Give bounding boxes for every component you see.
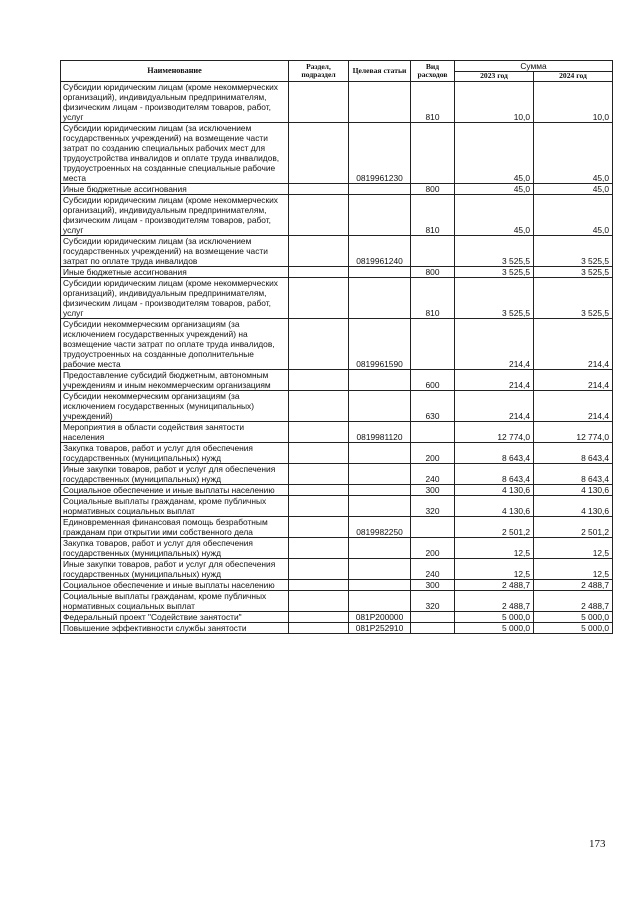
cell-2024: 5 000,0 bbox=[534, 623, 613, 634]
cell-2024: 3 525,5 bbox=[534, 278, 613, 319]
cell-name: Иные бюджетные ассигнования bbox=[61, 184, 289, 195]
cell-section bbox=[289, 464, 349, 485]
cell-type: 320 bbox=[411, 591, 455, 612]
table-row bbox=[61, 278, 613, 319]
cell-name: Предоставление субсидий бюджетным, автономным учреждениям и иным некоммерческим организациям bbox=[61, 370, 289, 391]
cell-name: Субсидии некоммерческим организациям (за исключением государственных учреждений) на возмещение части затрат по оплате труда инвалидов, трудоустроенных на созданные дополнительные рабочие места bbox=[61, 319, 289, 370]
cell-name: Субсидии юридическим лицам (кроме некоммерческих организаций), индивидуальным предпринимателям, физическим лицам - производителям товаров, работ, услуг bbox=[61, 278, 289, 319]
cell-section bbox=[289, 195, 349, 236]
table-row bbox=[61, 485, 613, 496]
cell-section bbox=[289, 496, 349, 517]
table-row bbox=[61, 195, 613, 236]
cell-2024: 45,0 bbox=[534, 195, 613, 236]
cell-name: Иные закупки товаров, работ и услуг для обеспечения государственных (муниципальных) нужд bbox=[61, 464, 289, 485]
cell-type bbox=[411, 123, 455, 184]
cell-2023: 45,0 bbox=[455, 184, 534, 195]
table-row bbox=[61, 319, 613, 370]
cell-target: 081P252910 bbox=[349, 623, 411, 634]
cell-2023: 3 525,5 bbox=[455, 236, 534, 267]
cell-section bbox=[289, 623, 349, 634]
cell-2023: 8 643,4 bbox=[455, 443, 534, 464]
cell-2024: 2 488,7 bbox=[534, 580, 613, 591]
table-body bbox=[61, 82, 613, 634]
cell-2024: 8 643,4 bbox=[534, 443, 613, 464]
cell-2023: 12 774,0 bbox=[455, 422, 534, 443]
cell-2024: 214,4 bbox=[534, 391, 613, 422]
cell-target bbox=[349, 443, 411, 464]
cell-2023: 4 130,6 bbox=[455, 485, 534, 496]
cell-type: 810 bbox=[411, 195, 455, 236]
cell-type: 800 bbox=[411, 184, 455, 195]
cell-section bbox=[289, 123, 349, 184]
cell-name: Социальное обеспечение и иные выплаты населению bbox=[61, 485, 289, 496]
cell-section bbox=[289, 517, 349, 538]
cell-section bbox=[289, 443, 349, 464]
cell-2024: 4 130,6 bbox=[534, 496, 613, 517]
cell-target bbox=[349, 485, 411, 496]
table-row bbox=[61, 370, 613, 391]
cell-section bbox=[289, 580, 349, 591]
cell-2023: 5 000,0 bbox=[455, 623, 534, 634]
cell-type: 200 bbox=[411, 538, 455, 559]
cell-type: 810 bbox=[411, 82, 455, 123]
cell-2023: 3 525,5 bbox=[455, 278, 534, 319]
cell-2024: 5 000,0 bbox=[534, 612, 613, 623]
cell-type: 800 bbox=[411, 267, 455, 278]
cell-2023: 2 488,7 bbox=[455, 580, 534, 591]
header-name: Наименование bbox=[61, 61, 289, 82]
cell-2023: 2 501,2 bbox=[455, 517, 534, 538]
cell-type: 240 bbox=[411, 559, 455, 580]
cell-name: Повышение эффективности службы занятости bbox=[61, 623, 289, 634]
cell-2024: 4 130,6 bbox=[534, 485, 613, 496]
header-target: Целевая статьи bbox=[349, 61, 411, 82]
cell-section bbox=[289, 82, 349, 123]
cell-type: 300 bbox=[411, 485, 455, 496]
budget-table-sheet bbox=[60, 60, 612, 634]
cell-name: Субсидии юридическим лицам (кроме некоммерческих организаций), индивидуальным предпринимателям, физическим лицам - производителям товаров, работ, услуг bbox=[61, 195, 289, 236]
cell-2023: 8 643,4 bbox=[455, 464, 534, 485]
table-row bbox=[61, 422, 613, 443]
cell-2023: 214,4 bbox=[455, 391, 534, 422]
cell-type bbox=[411, 612, 455, 623]
cell-type bbox=[411, 236, 455, 267]
cell-type: 200 bbox=[411, 443, 455, 464]
cell-target: 0819982250 bbox=[349, 517, 411, 538]
cell-type: 810 bbox=[411, 278, 455, 319]
table-row bbox=[61, 623, 613, 634]
table-row bbox=[61, 267, 613, 278]
cell-type: 240 bbox=[411, 464, 455, 485]
cell-2024: 45,0 bbox=[534, 184, 613, 195]
cell-target bbox=[349, 580, 411, 591]
cell-2024: 8 643,4 bbox=[534, 464, 613, 485]
cell-name: Единовременная финансовая помощь безработным гражданам при открытии ими собственного дела bbox=[61, 517, 289, 538]
cell-target bbox=[349, 496, 411, 517]
table-row bbox=[61, 517, 613, 538]
header-section: Раздел, подраздел bbox=[289, 61, 349, 82]
cell-target bbox=[349, 195, 411, 236]
cell-name: Иные бюджетные ассигнования bbox=[61, 267, 289, 278]
cell-name: Социальные выплаты гражданам, кроме публичных нормативных социальных выплат bbox=[61, 591, 289, 612]
cell-type: 320 bbox=[411, 496, 455, 517]
cell-target bbox=[349, 82, 411, 123]
cell-name: Закупка товаров, работ и услуг для обеспечения государственных (муниципальных) нужд bbox=[61, 443, 289, 464]
cell-target: 0819981120 bbox=[349, 422, 411, 443]
header-type: Вид расходов bbox=[411, 61, 455, 82]
cell-target bbox=[349, 591, 411, 612]
cell-2023: 12,5 bbox=[455, 559, 534, 580]
table-row bbox=[61, 591, 613, 612]
cell-target: 081P200000 bbox=[349, 612, 411, 623]
table-row bbox=[61, 236, 613, 267]
cell-2024: 10,0 bbox=[534, 82, 613, 123]
cell-2024: 214,4 bbox=[534, 319, 613, 370]
header-year-2023: 2023 год bbox=[455, 72, 534, 82]
table-row bbox=[61, 559, 613, 580]
cell-section bbox=[289, 538, 349, 559]
cell-2024: 2 501,2 bbox=[534, 517, 613, 538]
cell-2023: 45,0 bbox=[455, 195, 534, 236]
cell-2024: 2 488,7 bbox=[534, 591, 613, 612]
cell-section bbox=[289, 485, 349, 496]
cell-section bbox=[289, 236, 349, 267]
cell-name: Субсидии юридическим лицам (за исключением государственных учреждений) на возмещение части затрат по созданию специальных рабочих мест для трудоустройства инвалидов и оплате труда инвалидов, трудоустроенных на созданные специальные рабочие места bbox=[61, 123, 289, 184]
cell-section bbox=[289, 612, 349, 623]
cell-type bbox=[411, 319, 455, 370]
cell-section bbox=[289, 370, 349, 391]
cell-2023: 4 130,6 bbox=[455, 496, 534, 517]
cell-2023: 2 488,7 bbox=[455, 591, 534, 612]
cell-section bbox=[289, 278, 349, 319]
cell-name: Федеральный проект "Содействие занятости" bbox=[61, 612, 289, 623]
header-sum: Сумма bbox=[455, 61, 613, 72]
cell-target: 0819961590 bbox=[349, 319, 411, 370]
cell-2023: 45,0 bbox=[455, 123, 534, 184]
table-row bbox=[61, 443, 613, 464]
cell-type: 300 bbox=[411, 580, 455, 591]
table-row bbox=[61, 464, 613, 485]
cell-target bbox=[349, 267, 411, 278]
page-number: 173 bbox=[589, 838, 606, 850]
table-row bbox=[61, 580, 613, 591]
cell-name: Субсидии юридическим лицам (кроме некоммерческих организаций), индивидуальным предпринимателям, физическим лицам - производителям товаров, работ, услуг bbox=[61, 82, 289, 123]
cell-2024: 12,5 bbox=[534, 538, 613, 559]
cell-target: 0819961240 bbox=[349, 236, 411, 267]
cell-name: Иные закупки товаров, работ и услуг для обеспечения государственных (муниципальных) нужд bbox=[61, 559, 289, 580]
cell-type bbox=[411, 517, 455, 538]
cell-2023: 3 525,5 bbox=[455, 267, 534, 278]
table-row bbox=[61, 391, 613, 422]
cell-target: 0819961230 bbox=[349, 123, 411, 184]
cell-target bbox=[349, 184, 411, 195]
cell-2024: 12,5 bbox=[534, 559, 613, 580]
cell-name: Субсидии юридическим лицам (за исключением государственных учреждений) на возмещение части затрат по оплате труда инвалидов bbox=[61, 236, 289, 267]
cell-name: Закупка товаров, работ и услуг для обеспечения государственных (муниципальных) нужд bbox=[61, 538, 289, 559]
cell-name: Мероприятия в области содействия занятости населения bbox=[61, 422, 289, 443]
header-year-2024: 2024 год bbox=[534, 72, 613, 82]
cell-target bbox=[349, 538, 411, 559]
cell-2024: 214,4 bbox=[534, 370, 613, 391]
cell-section bbox=[289, 319, 349, 370]
table-row bbox=[61, 82, 613, 123]
table-row bbox=[61, 123, 613, 184]
cell-2023: 12,5 bbox=[455, 538, 534, 559]
cell-target bbox=[349, 464, 411, 485]
cell-section bbox=[289, 422, 349, 443]
cell-2024: 3 525,5 bbox=[534, 267, 613, 278]
table-header bbox=[61, 61, 613, 82]
table-row bbox=[61, 184, 613, 195]
cell-2024: 3 525,5 bbox=[534, 236, 613, 267]
table-row bbox=[61, 612, 613, 623]
cell-2023: 214,4 bbox=[455, 370, 534, 391]
cell-target bbox=[349, 370, 411, 391]
cell-2023: 10,0 bbox=[455, 82, 534, 123]
cell-name: Социальное обеспечение и иные выплаты населению bbox=[61, 580, 289, 591]
cell-type bbox=[411, 623, 455, 634]
cell-section bbox=[289, 591, 349, 612]
table-row bbox=[61, 538, 613, 559]
cell-type: 630 bbox=[411, 391, 455, 422]
cell-type bbox=[411, 422, 455, 443]
cell-section bbox=[289, 267, 349, 278]
cell-2023: 214,4 bbox=[455, 319, 534, 370]
cell-section bbox=[289, 559, 349, 580]
cell-name: Социальные выплаты гражданам, кроме публичных нормативных социальных выплат bbox=[61, 496, 289, 517]
cell-target bbox=[349, 391, 411, 422]
budget-table bbox=[60, 60, 613, 634]
cell-section bbox=[289, 184, 349, 195]
cell-2023: 5 000,0 bbox=[455, 612, 534, 623]
cell-2024: 45,0 bbox=[534, 123, 613, 184]
cell-type: 600 bbox=[411, 370, 455, 391]
cell-2024: 12 774,0 bbox=[534, 422, 613, 443]
cell-name: Субсидии некоммерческим организациям (за исключением государственных (муниципальных) учреждений) bbox=[61, 391, 289, 422]
cell-target bbox=[349, 559, 411, 580]
cell-target bbox=[349, 278, 411, 319]
cell-section bbox=[289, 391, 349, 422]
table-row bbox=[61, 496, 613, 517]
